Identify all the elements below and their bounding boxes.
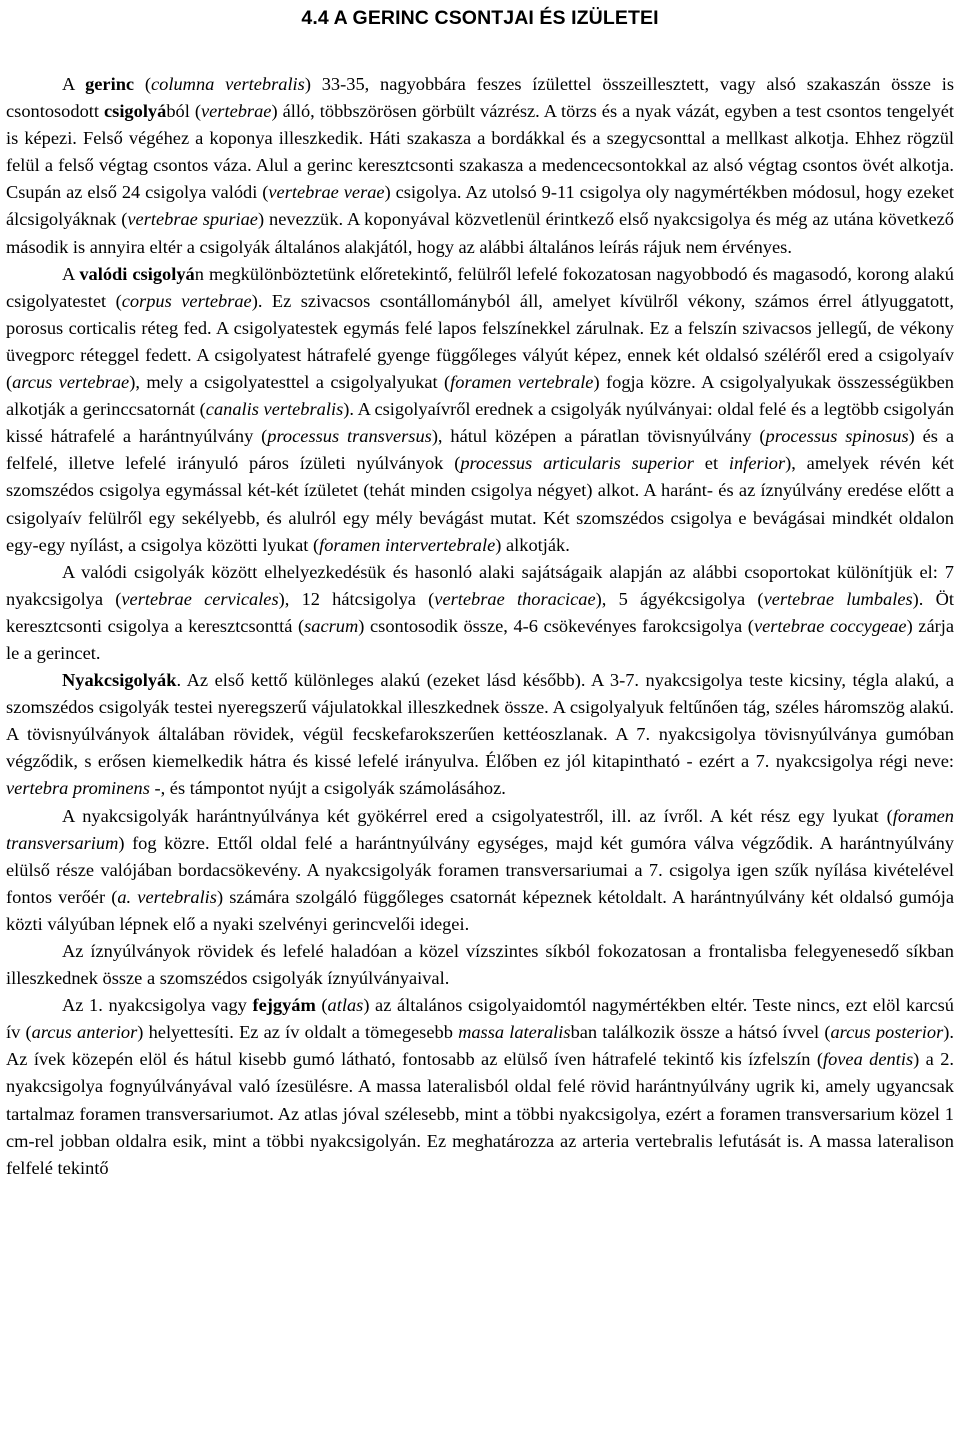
text-run: A valódi csigolyák között elhelyezkedésük és hasonló alaki sajátságaik alapján az alábbi csoportokat különítjük el: 7 nyakcsigolya ( [6,561,954,609]
text-run: ), 12 hátcsigolya ( [278,588,435,609]
bold-term: csigolyá [104,101,167,122]
latin-term: foramen transversarium [6,805,954,853]
paragraph [6,667,954,802]
text-run: ) számára szolgáló függőleges csatornát képeznek kétoldalt. A harántnyúlvány két oldalsó gumója közti vályúban lépnek elő a nyaki szelvényi gerincvelői idegei. [6,886,954,934]
text-run: ) helyettesíti. Ez az ív oldalt a tömegesebb [137,1022,459,1043]
latin-term: vertebrae lumbales [763,588,913,609]
text-run: ) álló, többszörösen görbült vázrész. A törzs és a nyak vázát, egyben a test csontos tengelyét is képezi. Felső végéhez a koponya illeszkedik. Háti szakasza a bordákkal és a szegycsonttal a mellkast alkotja. Ehhez rögzül felül a felső végtag csontos váza. Alul a gerinc keresztcsonti szakasza a medencecsontokkal az alsó végtag csontos övét alkotja. Csupán az első 24 csigolya valódi ( [6,101,954,203]
text-run: ) zárja le a gerincet. [6,615,955,663]
latin-term: vertebrae thoracicae [434,588,596,609]
latin-term: vertebrae spuriae [127,209,258,230]
paragraph [6,559,954,667]
text-run: ). Öt keresztcsonti csigolya a keresztcsonttá ( [6,588,954,636]
paragraph [6,71,954,261]
text-run: ), amelyek révén két szomszédos csigolya egymással két-két ízületet (tehát minden csigolya négyet) alkot. A haránt- és az íznyúlvány eredése előtt a csigolyaív felülről egy sekélyebb, és alulról egy mély bevágást mutat. Két szomszédos csigolya e bevágásai mindkét oldalon egy-egy nyílást, a csigolya közötti lyukat ( [6,453,954,555]
text-run: ban találkozik össze a hátsó ívvel ( [570,1022,831,1043]
latin-term: corpus vertebrae [121,290,252,311]
latin-term: atlas [327,995,364,1016]
text-run: A [62,74,86,94]
paragraph [6,938,954,992]
bold-term: valódi csigolyá [79,263,195,284]
text-run: Az 1. nyakcsigolya vagy [62,995,253,1016]
text-run: et [693,453,729,474]
latin-term: processus transversus [267,426,432,447]
text-run: ) 33-35, nagyobbára feszes ízülettel összeillesztett, vagy alsó szakaszán össze is csontosodott [6,74,954,122]
text-run: ) az általános csigolyaidomtól nagymértékben eltér. Teste nincs, ezt elöl karcsú ív ( [6,995,954,1043]
text-run: ) csontosodik össze, 4-6 csökevényes farokcsigolya ( [358,615,754,636]
text-run: ból ( [166,101,201,122]
text-run: n megkülönböztetünk előretekintő, felülről lefelé fokozatosan nagyobbodó és magasodó, korong alakú csigolyatestet ( [6,263,954,311]
paragraph [6,261,954,559]
section-title: 4.4 A GERINC CSONTJAI ÉS IZÜLETEI [301,7,659,29]
text-run: -, és támpontot nyújt a csigolyák számolásához. [149,778,506,799]
latin-term: vertebra prominens [6,778,150,799]
text-run: ). Az ívek közepén elöl és hátul kisebb gumó látható, fontosabb az elülső íven hátrafelé tekintő kis ízfelszín ( [6,1022,954,1070]
bold-term: Nyakcsigolyák [62,670,177,691]
text-run: ) csigolya. Az utolsó 9-11 csigolya oly nagymértékben módosul, hogy ezeket álcsigolyáknak ( [6,182,954,230]
latin-term: processus spinosus [765,426,909,447]
document-body [6,71,954,1182]
text-run: A nyakcsigolyák harántnyúlványa két gyökérrel ered a csigolyatestről, ill. az ívről. A két rész egy lyukat ( [62,805,893,826]
text-run: ). Ez szivacsos csontállományból áll, amelyet kívülről vékony, számos érrel átlyuggatott, porosus corticalis réteg fed. A csigolyatestek egymás felé lapos felszínekkel zárulnak. Ez a felszín szivacsos jellegű, de vékony üvegporc réteggel fedett. A csigolyatest hátrafelé gyenge függőleges vályút képez, ennek két oldalsó széléről ered a csigolyaív ( [6,290,954,393]
text-run: ) a 2. nyakcsigolya fognyúlványával való ízesülésre. A massa lateralisból oldal felé rövid harántnyúlvány ugrik ki, amely ugyancsak tartalmaz foramen transversariumot. Az atlas jóval szélesebb, mint a többi nyakcsigolya, ezért a foramen transversarium közel 1 cm-rel jobban oldalra esik, mint a többi nyakcsigolyán. Ez meghatározza az arteria vertebralis lefutását is. A massa lateralison felfelé tekintő [6,1049,954,1178]
latin-term: processus articularis superior [460,453,694,474]
text-run: ), 5 ágyékcsigolya ( [595,588,764,609]
latin-term: massa lateralis [458,1022,571,1043]
text-run: ), mely a csigolyatesttel a csigolyalyukat ( [129,372,451,393]
text-run: ) nevezzük. A koponyával közvetlenül érintkező első nyakcsigolya és még az utána következő második is annyira eltér a csigolyák általános alakjától, hogy az alábbi általános leírás rájuk nem érvényes. [6,209,954,257]
text-run: Az íznyúlványok rövidek és lefelé haladóan a közel vízszintes síkból fokozatosan a frontalisba felegyenesedő síkban illeszkednek össze a szomszédos csigolyák íznyúlványaival. [6,941,954,989]
bold-term: gerinc [85,74,135,94]
latin-term: arcus posterior [830,1022,944,1043]
text-run: ) fogja közre. A csigolyalyukak összességükben alkotják a gerinccsatornát ( [6,372,954,420]
paragraph [6,992,954,1182]
text-run: ) alkotják. [495,534,570,555]
text-run: ( [134,74,152,94]
latin-term: fovea dentis [822,1049,914,1070]
latin-term: canalis vertebralis [205,399,344,420]
bold-term: fejgyám [252,995,316,1016]
latin-term: foramen vertebrale [450,372,594,393]
latin-term: columna vertebralis [151,74,305,94]
text-run: ). A csigolyaívről erednek a csigolyák nyúlványai: oldal felé és a legtöbb csigolyán kissé hátrafelé a harántnyúlvány ( [6,399,955,447]
latin-term: a. vertebralis [117,886,217,907]
text-run: ) és a felfelé, illetve lefelé irányuló páros ízületi nyúlványok ( [6,426,954,474]
latin-term: foramen intervertebrale [319,534,496,555]
text-run: . Az első kettő különleges alakú (ezeket lásd később). A 3-7. nyakcsigolya teste kicsiny, tégla alakú, a szomszédos csigolyák testei nyeregszerű vájulatokkal illeszkednek össze. A csigolyalyuk feltűnően tág, széles háromszög alakú. A tövisnyúlványok általában rövidek, végül fecskefarokszerűen kettéoszlanak. A 7. nyakcsigolya tövisnyúlványa gumóban végződik, s erősen kiemelkedik hátra és kissé lefelé irányulva. Élőben ez jól kitapintható - ezért a 7. nyakcsigolya régi neve: [6,670,954,772]
latin-term: inferior [728,453,786,474]
paragraph [6,803,954,938]
text-run: A [62,263,80,284]
latin-term: sacrum [304,615,359,636]
text-run: ) fog közre. Ettől oldal felé a harántnyúlvány egységes, majd két gumóra válva végződik. A harántnyúlvány elülső része valójában bordacsökevény. A nyakcsigolyák foramen transversariumai a 7. csigolya igen szűk nyílása kivételével fontos verőér ( [6,832,954,907]
text-run: ), hátul középen a páratlan tövisnyúlvány ( [431,426,766,447]
latin-term: arcus vertebrae [12,372,130,393]
text-run: ( [315,995,328,1016]
latin-term: arcus anterior [31,1022,138,1043]
latin-term: vertebrae coccygeae [753,615,907,636]
latin-term: vertebrae verae [268,182,385,203]
latin-term: vertebrae [200,101,272,122]
latin-term: vertebrae cervicales [121,588,279,609]
